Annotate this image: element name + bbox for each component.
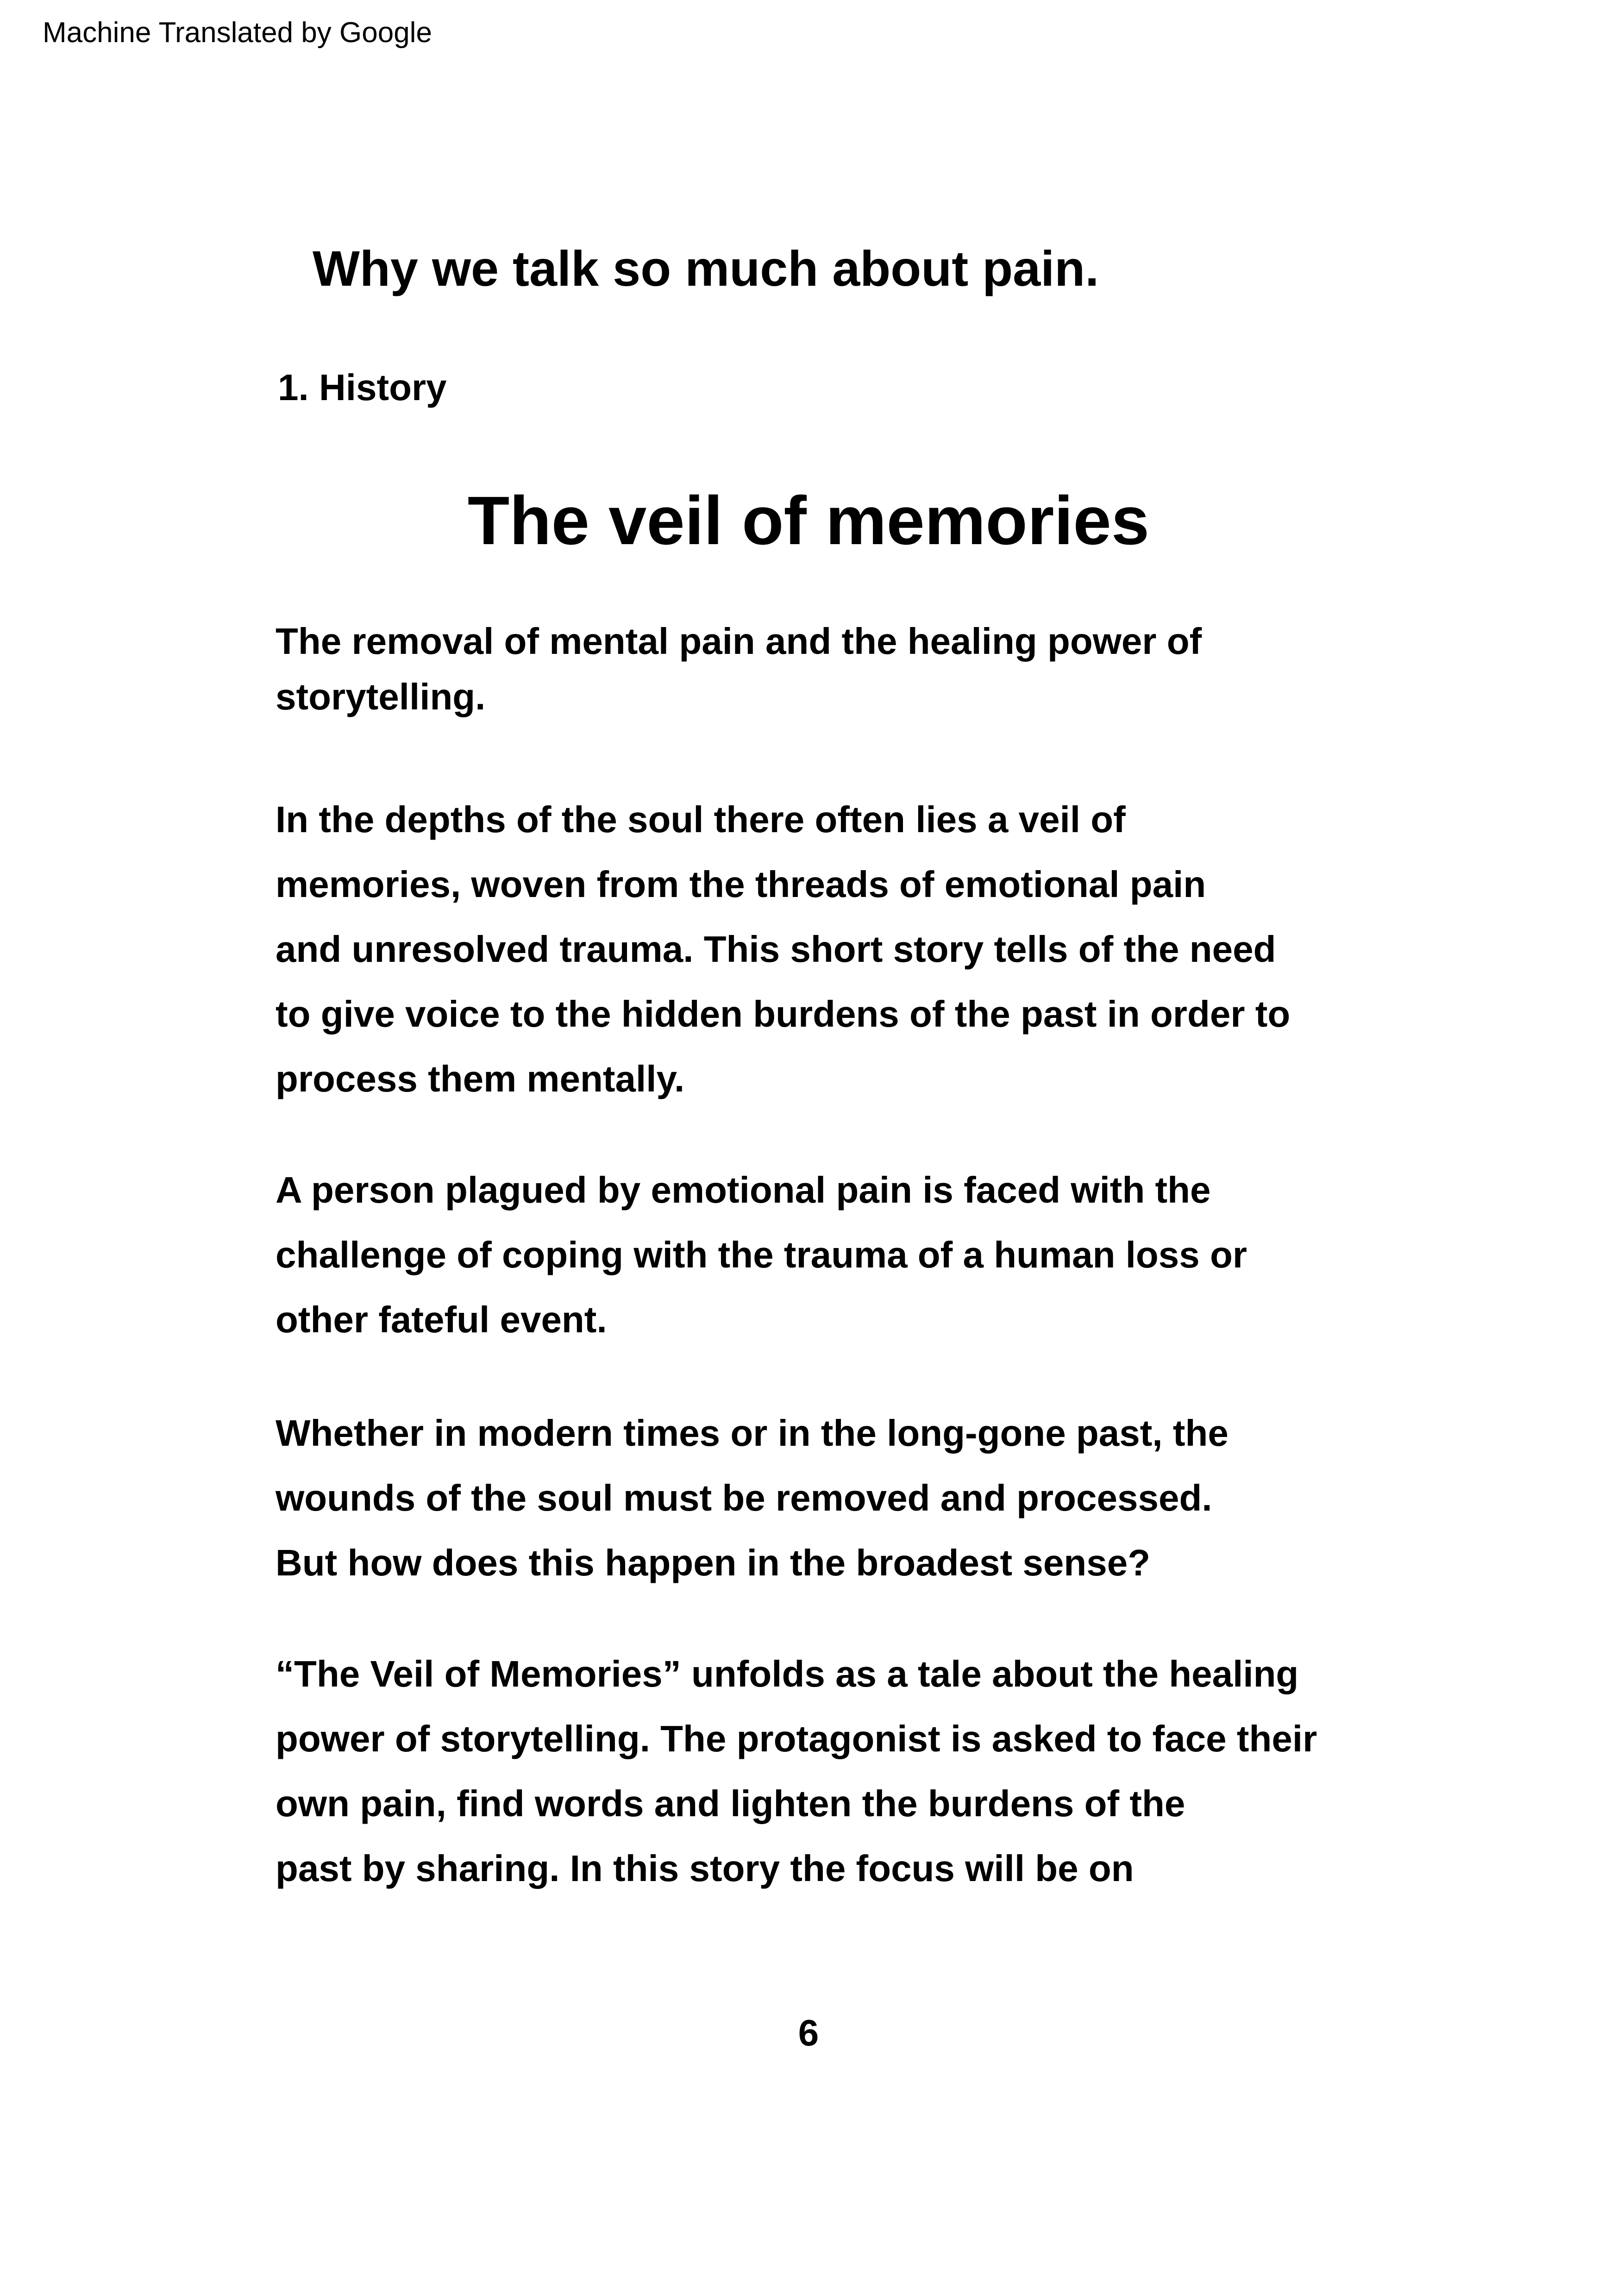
text-line: and unresolved trauma. This short story tells of the need	[276, 928, 1276, 970]
text-line: A person plagued by emotional pain is faced with the	[276, 1169, 1211, 1211]
subtitle-line: storytelling.	[276, 676, 486, 717]
subtitle-line: The removal of mental pain and the healing power of	[276, 621, 1202, 662]
text-line: own pain, find words and lighten the burdens of the	[276, 1783, 1185, 1824]
text-line: “The Veil of Memories” unfolds as a tale about the healing	[276, 1653, 1299, 1694]
paragraph-4	[276, 1642, 1433, 1901]
text-line: power of storytelling. The protagonist is asked to face their	[276, 1718, 1317, 1759]
book-title: Why we talk so much about pain.	[313, 240, 1099, 296]
text-line: to give voice to the hidden burdens of the past in order to	[276, 993, 1291, 1035]
text-line: wounds of the soul must be removed and processed.	[276, 1477, 1212, 1518]
paragraph-2	[276, 1158, 1433, 1352]
text-line: memories, woven from the threads of emotional pain	[276, 864, 1206, 905]
paragraph-1	[276, 787, 1433, 1111]
story-subtitle	[276, 614, 1387, 725]
text-line: challenge of coping with the trauma of a human loss or	[276, 1234, 1247, 1275]
story-title: The veil of memories	[467, 483, 1150, 559]
page-number: 6	[798, 2012, 819, 2053]
chapter-label: 1. History	[278, 367, 447, 408]
text-line: In the depths of the soul there often lies a veil of	[276, 799, 1126, 840]
text-line: process them mentally.	[276, 1058, 685, 1099]
text-line: Whether in modern times or in the long-gone past, the	[276, 1412, 1228, 1454]
text-line: But how does this happen in the broadest sense?	[276, 1542, 1151, 1583]
text-line: past by sharing. In this story the focus will be on	[276, 1848, 1134, 1889]
paragraph-3	[276, 1401, 1433, 1595]
text-line: other fateful event.	[276, 1299, 607, 1340]
machine-translation-banner: Machine Translated by Google	[43, 17, 432, 49]
